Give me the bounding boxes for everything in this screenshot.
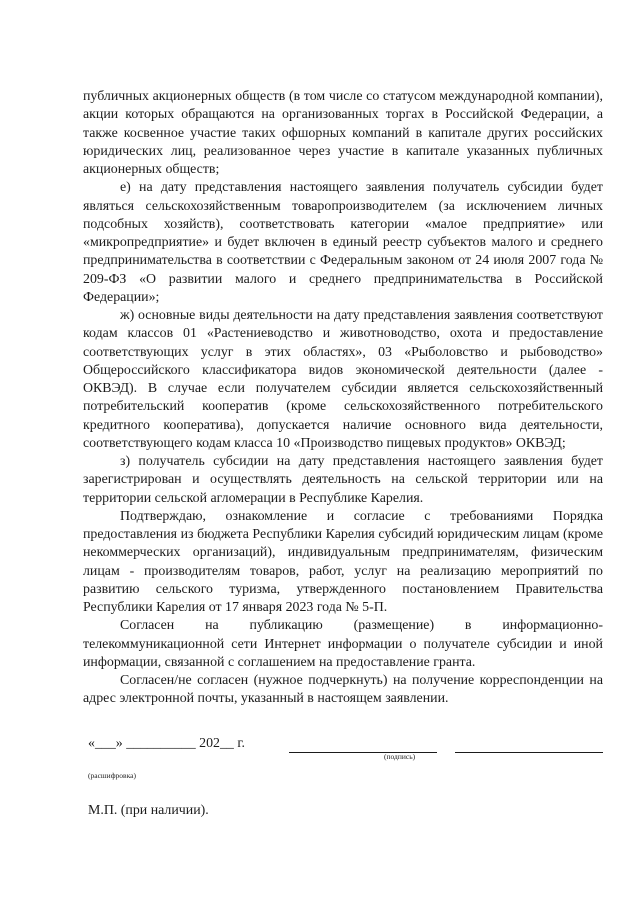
paragraph-shareholders-cont: публичных акционерных обществ (в том числе со статусом международной компании), акции которых обращаются на организованных торгах в Российской Федерации, а также косвенное участие таких офшорных компаний в капитале других российских юридических лиц, реализованное через участие в капитале указанных публичных акционерных обществ; [83, 89, 603, 177]
signature-date: «___» __________ 202__ г. [88, 736, 245, 751]
paragraph-confirmation: Подтверждаю, ознакомление и согласие с требованиями Порядка предоставления из бюджета Республики Карелия субсидий юридическим лицам (кроме некоммерческих организаций), индивидуальным предпринимателям, физическим лицам - производителям товаров, работ, услуг на реализацию мероприятий по развитию сельского туризма, утвержденного постановлением Правительства Республики Карелия от 17 января 2023 года № 5-П. [83, 508, 603, 615]
document-body [83, 88, 603, 709]
signature-caption: (подпись) [384, 752, 416, 761]
stamp-note: М.П. (при наличии). [88, 803, 209, 818]
name-decoding-caption: (расшифровка) [88, 771, 136, 780]
name-decoding-line [455, 740, 603, 753]
paragraph-e: е) на дату представления настоящего заявления получатель субсидии будет являться сельскохозяйственным товаропроизводителем (за исключением личных подсобных хозяйств), соответствовать категории «малое предприятие» или «микропредприятие» и будет включен в единый реестр субъектов малого и среднего предпринимательства в соответствии с Федеральным законом от 24 июля 2007 года № 209-ФЗ «О развитии малого и среднего предпринимательства в Российской Федерации»; [83, 180, 603, 305]
paragraph-zh: ж) основные виды деятельности на дату представления заявления соответствуют кодам классов 01 «Растениеводство и животноводство, охота и предоставление соответствующих услуг в этих областях», 03 «Рыболовство и рыбоводство» Общероссийского классификатора видов экономической деятельности (далее - ОКВЭД). В случае если получателем субсидии является сельскохозяйственный потребительский кооператив (кроме сельскохозяйственного потребительского кредитного кооператива), допускается наличие основного вида деятельности, соответствующего кодам класса 10 «Производство пищевых продуктов» ОКВЭД; [83, 308, 603, 451]
paragraph-email-consent: Согласен/не согласен (нужное подчеркнуть) на получение корреспонденции на адрес электронной почты, указанный в настоящем заявлении. [83, 673, 603, 707]
paragraph-publication-consent: Согласен на публикацию (размещение) в информационно-телекоммуникационной сети Интернет информации о получателе субсидии и иной информации, связанной с соглашением на предоставление гранта. [83, 618, 603, 670]
paragraph-z: з) получатель субсидии на дату представления настоящего заявления будет зарегистрирован и осуществлять деятельность на сельской территории или на территории сельской агломерации в Республике Карелия. [83, 454, 603, 506]
